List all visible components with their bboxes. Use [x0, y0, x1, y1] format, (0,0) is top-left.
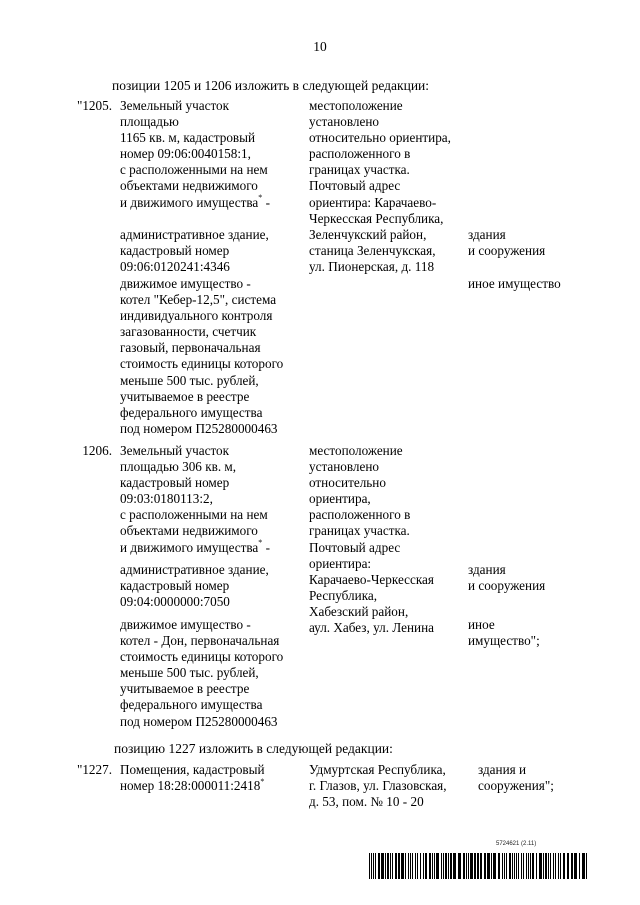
entry-number: "1205. — [76, 98, 112, 113]
building-item: административное здание, кадастровый номер 09:04:0000000:7050 — [120, 562, 269, 610]
movable-property-item: движимое имущество - котел - Дон, первоначальная стоимость единицы которого меньше 500 тыс. рублей, учитываемое в реестре федерального имущества под номером П25280000463 — [120, 617, 284, 729]
entry-number: 1206. — [82, 443, 112, 458]
intro-1227: позицию 1227 изложить в следующей редакции: — [114, 741, 393, 756]
subject-description: Земельный участок площадью 1165 кв. м, кадастровый номер 09:06:0040158:1, с расположенными на нем объектами недвижимого и движимого имущества* - — [120, 98, 270, 210]
property-type-other: иное имущество — [468, 276, 561, 291]
building-item: административное здание, кадастровый номер 09:06:0120241:4346 — [120, 227, 269, 275]
footnote-marker: * — [258, 193, 263, 203]
location-description: Удмуртская Республика, г. Глазов, ул. Глазовская, д. 53, пом. № 10 - 20 — [309, 762, 447, 810]
intro-1205-1206: позиции 1205 и 1206 изложить в следующей редакции: — [112, 78, 430, 93]
property-type-buildings: здания и сооружения — [468, 227, 546, 259]
location-description: местоположение установлено относительно ориентира, расположенного в границах участка. Почтовый адрес ориентира: Карачаево-Черкесская Республика, Хабезский район, аул. Хабез, ул. Ленина — [309, 443, 435, 636]
property-type-buildings: здания и сооружения — [468, 562, 546, 594]
property-type: здания и сооружения"; — [478, 762, 554, 794]
property-type-other: иное имущество"; — [468, 617, 540, 649]
location-description: местоположение установлено относительно ориентира, расположенного в границах участка. Почтовый адрес ориентира: Карачаево- Черкесская Республика, Зеленчукский район, станица Зеленчукская, ул. Пионерская, д. 118 — [309, 98, 451, 274]
entry-number: "1227. — [76, 762, 112, 777]
barcode-code: 5724621 (2.11) — [496, 841, 537, 847]
movable-property-item: движимое имущество - котел "Кебер-12,5", система индивидуального контроля загазованности, счетчик газовый, первоначальная стоимость единицы которого меньше 500 тыс. рублей, учитываемое в реестре федерального имущества под номером П25280000463 — [120, 276, 284, 436]
footnote-marker: * — [260, 776, 265, 786]
page-number: 10 — [313, 39, 327, 54]
subject-description: Земельный участок площадью 306 кв. м, кадастровый номер 09:03:0180113:2, с расположенными на нем объектами недвижимого и движимого имущества* - — [120, 443, 270, 555]
barcode — [369, 853, 589, 879]
subject-description: Помещения, кадастровый номер 18:28:000011:2418* — [120, 762, 265, 794]
footnote-marker: * — [258, 538, 263, 548]
